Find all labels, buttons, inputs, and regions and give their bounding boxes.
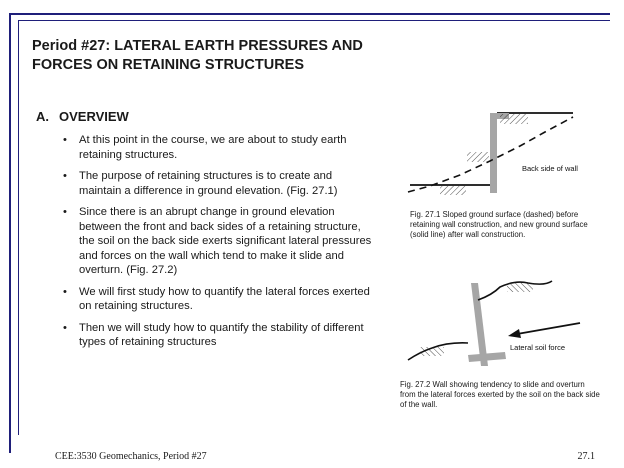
soil-hatch-slope	[467, 152, 489, 162]
bullet-dot: •	[63, 321, 67, 334]
bullet-dot: •	[63, 134, 67, 146]
retaining-wall-2	[471, 283, 488, 366]
footer-course: CEE:3530 Geomechanics, Period #27	[55, 451, 207, 462]
bullet-text: At this point in the course, we are about to study earth retaining structures.	[79, 134, 347, 161]
figure-27-2	[408, 281, 580, 366]
bullet-text: Since there is an abrupt change in ground elevation between the front and back sides of a retaining structure, the soil on the back side exerts significant lateral pressures and forces on the wall which tend to make it slide and overturn. (Fig. 27.2)	[79, 206, 372, 276]
bullet-item	[57, 133, 375, 162]
force-arrow-shaft	[517, 323, 580, 334]
slide-title	[32, 37, 372, 75]
bullet-text: Then we will study how to quantify the stability of different types of retaining structures	[79, 321, 364, 348]
figure-27-1	[408, 113, 578, 195]
soil-hatch-back	[500, 114, 528, 124]
section-title: OVERVIEW	[59, 109, 129, 124]
wall-footing	[468, 352, 506, 362]
frame-top-rule	[9, 13, 610, 15]
frame-inner-top-rule	[18, 20, 610, 21]
bullet-item	[57, 285, 375, 314]
figure-27-2-caption: Fig. 27.2 Wall showing tendency to slide and overturn from the lateral forces exerted by the soil on the back side of the wall.	[400, 380, 600, 409]
frame-inner-left-rule	[18, 20, 19, 435]
footer-page-number: 27.1	[577, 451, 595, 462]
bullet-dot: •	[63, 170, 67, 182]
figure-27-1-caption: Fig. 27.1 Sloped ground surface (dashed) before retaining wall construction, and new ground surface (solid line) after wall construction.	[410, 210, 588, 239]
back-side-label: Back side of wall	[522, 164, 578, 173]
lateral-force-label: Lateral soil force	[510, 343, 566, 352]
soil-hatch-front	[440, 186, 466, 195]
bullet-item	[57, 321, 375, 350]
title-line-1: Period #27: LATERAL EARTH PRESSURES AND	[32, 38, 363, 54]
figures-illustration	[395, 100, 595, 420]
bullet-item	[57, 169, 375, 198]
soil-hatch-back-2	[507, 283, 533, 292]
bullet-item	[57, 205, 375, 278]
soil-hatch-front-2	[420, 347, 444, 356]
bullet-dot: •	[63, 285, 67, 298]
bullet-text: We will first study how to quantify the lateral forces exerted on retaining structures.	[79, 285, 370, 312]
section-letter: A.	[36, 109, 49, 124]
bullet-text: The purpose of retaining structures is to create and maintain a difference in ground elevation. (Fig. 27.1)	[79, 170, 338, 197]
retaining-wall-1	[490, 113, 497, 193]
frame-left-rule	[9, 13, 11, 453]
section-heading	[36, 109, 129, 124]
force-arrow-head	[508, 329, 521, 338]
bullet-dot: •	[63, 206, 67, 218]
title-line-2: FORCES ON RETAINING STRUCTURES	[32, 57, 305, 73]
bullet-list	[57, 133, 375, 357]
